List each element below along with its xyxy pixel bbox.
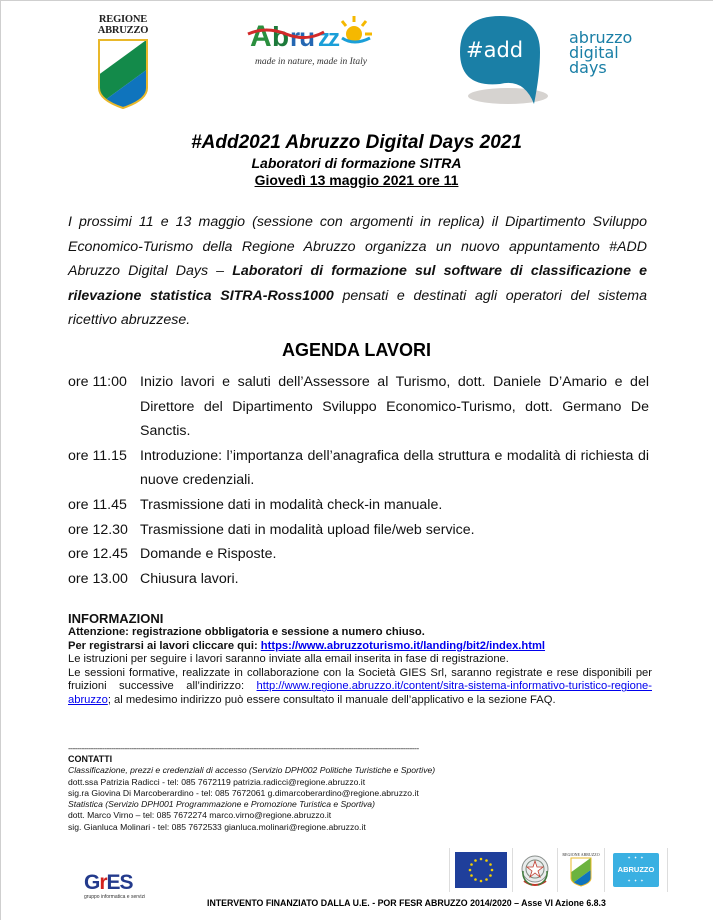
speech-bubble-icon xyxy=(448,12,568,112)
agenda-description: Domande e Risposte. xyxy=(140,546,277,563)
gies-letter-g: G xyxy=(84,871,100,894)
funding-statement: INTERVENTO FINANZIATO DALLA U.E. - POR FESR ABRUZZO 2014/2020 – Asse VI Azione 6.8.3 xyxy=(207,898,606,908)
regione-abruzzo-logo xyxy=(90,14,156,110)
contact-person: sig.ra Giovina Di Marcoberardino - tel: 085 7672061 g.dimarcoberardino@regione.abruzzo.it xyxy=(68,787,419,798)
sitra-link[interactable]: http://www.regione.abruzzo.it/content/sitra-sistema-informativo-turistico-regione-abruzzo xyxy=(68,680,652,706)
abruzzo-badge xyxy=(613,853,659,887)
italian-republic-emblem xyxy=(513,848,558,892)
info-heading: INFORMAZIONI xyxy=(68,611,164,626)
agenda-item xyxy=(68,542,649,567)
agenda-time: ore 12.45 xyxy=(68,546,128,563)
agenda-time: ore 11.15 xyxy=(68,447,127,464)
small-coat-of-arms-icon xyxy=(570,857,592,887)
info-attention: Attenzione: registrazione obbligatoria e sessione a numero chiuso. xyxy=(68,626,425,638)
small-regione-logo xyxy=(558,848,605,892)
svg-text:A: A xyxy=(250,20,271,52)
agenda-item xyxy=(68,444,649,493)
info-register xyxy=(68,640,652,654)
svg-text:zz: zz xyxy=(318,25,338,52)
page-subtitle: Laboratori di formazione SITRA xyxy=(251,155,462,171)
svg-text:ru: ru xyxy=(290,22,314,52)
agenda-description: Inizio lavori e saluti dell’Assessore al Turismo, dott. Daniele D’Amario e del Direttore del Dipartimento Sviluppo Economico-Turismo, dott. Germano De Sanctis. xyxy=(140,374,649,440)
page-title: #Add2021 Abruzzo Digital Days 2021 xyxy=(191,132,522,153)
contact-person: dott. Marco Virno – tel: 085 7672274 marco.virno@regione.abruzzo.it xyxy=(68,810,332,821)
add-brand-text xyxy=(569,30,632,75)
contact-person: sig. Gianluca Molinari - tel: 085 7672533 gianluca.molinari@regione.abruzzo.it xyxy=(68,821,366,832)
abruzzo-wordmark-icon xyxy=(246,12,376,52)
add-hashtag: #add xyxy=(466,38,524,62)
agenda-description: Chiusura lavori. xyxy=(140,570,239,587)
add-digital-days-logo xyxy=(448,12,648,112)
agenda-description: Introduzione: l’importanza dell’anagrafica della struttura e modalità di richiesta di nuove credenziali. xyxy=(140,447,649,489)
agenda-time: ore 12.30 xyxy=(68,521,128,538)
event-date: Giovedì 13 maggio 2021 ore 11 xyxy=(254,172,459,188)
coat-of-arms-icon xyxy=(97,38,149,110)
agenda-item xyxy=(68,370,649,444)
agenda-item xyxy=(68,518,649,543)
contact-service: Classificazione, prezzi e credenziali di accesso (Servizio DPH002 Politiche Turistiche e Sportive) xyxy=(68,765,436,776)
gies-letters-es: ES xyxy=(106,871,133,894)
separator-line: ----------------------------------------------------------------------------------------------------------------------------------------------------------- xyxy=(68,745,419,753)
register-link[interactable]: https://www.abruzzoturismo.it/landing/bit2/index.html xyxy=(260,639,546,652)
agenda-time: ore 11.45 xyxy=(68,496,127,513)
regione-logo-line1: REGIONE xyxy=(98,14,148,25)
agenda-time: ore 13.00 xyxy=(68,570,128,587)
info-section xyxy=(68,611,652,708)
gies-logo xyxy=(84,872,144,908)
badge-stars-bottom: ✦ ✦ ✦ xyxy=(627,878,645,883)
agenda-title: AGENDA LAVORI xyxy=(281,340,431,360)
intro-text-bold: Laboratori di formazione sul software di classificazione e rilevazione statistica SITRA-Ross1000 xyxy=(68,263,647,304)
info-sessions xyxy=(68,667,652,708)
add-brand-line1: abruzzo xyxy=(569,28,633,47)
info-instructions: Le istruzioni per seguire i lavori saranno inviate alla email inserita in fase di registrazione. xyxy=(68,653,509,666)
gies-tagline: gruppo informatica e servizi xyxy=(84,894,146,900)
page-border-top xyxy=(0,0,713,1)
sessions-text-end: ; al medesimo indirizzo può essere consultato il manuale dell’applicativo e la sezione FAQ. xyxy=(107,693,556,706)
gies-letter-r: r xyxy=(99,871,107,894)
contact-service: Statistica (Servizio DPH001 Programmazione e Promozione Turistica e Sportiva) xyxy=(68,799,375,810)
add-brand-line2: digital xyxy=(569,43,619,62)
regione-logo-line2: ABRUZZO xyxy=(97,25,149,36)
svg-text:b: b xyxy=(272,21,289,52)
contacts-heading: CONTATTI xyxy=(68,754,113,764)
agenda-item xyxy=(68,567,649,592)
eu-flag-icon xyxy=(455,852,507,888)
intro-paragraph xyxy=(68,210,647,333)
institutional-logos xyxy=(449,848,668,892)
emblem-icon xyxy=(518,851,552,889)
small-regione-label: REGIONE ABRUZZO xyxy=(562,852,600,857)
register-label: Per registrarsi ai lavori cliccare qui: xyxy=(68,639,261,652)
badge-label: ABRUZZO xyxy=(617,865,655,874)
abruzzo-badge-logo xyxy=(605,848,668,892)
eu-flag-logo xyxy=(449,848,513,892)
agenda-item xyxy=(68,493,649,518)
gies-wordmark xyxy=(84,872,144,894)
abruzzo-tagline: made in nature, made in Italy xyxy=(254,57,368,67)
badge-stars-top: ✦ ✦ ✦ xyxy=(627,855,645,860)
agenda-time: ore 11:00 xyxy=(68,374,127,390)
contact-person: dott.ssa Patrizia Radicci - tel: 085 7672119 patrizia.radicci@regione.abruzzo.it xyxy=(68,776,366,787)
contacts-section xyxy=(68,745,488,833)
intro-text-end: pensati e destinati agli operatori del sistema ricettivo abruzzese. xyxy=(68,287,647,329)
agenda-description: Trasmissione dati in modalità check-in manuale. xyxy=(140,496,443,513)
intro-text-start: I prossimi 11 e 13 maggio (sessione con argomenti in replica) il Dipartimento Sviluppo Economico-Turismo della Regione Abruzzo organizza un nuovo appuntamento #ADD Abruzzo Digital Days – xyxy=(68,214,647,280)
add-brand-line3: days xyxy=(569,58,607,77)
abruzzo-tourism-logo xyxy=(246,12,376,72)
agenda-list xyxy=(68,370,649,591)
sessions-text-start: Le sessioni formative, realizzate in collaborazione con la Società GIES Srl, saranno registrate e rese disponibili per fruizioni successive all’indirizzo: xyxy=(68,666,652,693)
agenda-description: Trasmissione dati in modalità upload file/web service. xyxy=(140,521,475,538)
